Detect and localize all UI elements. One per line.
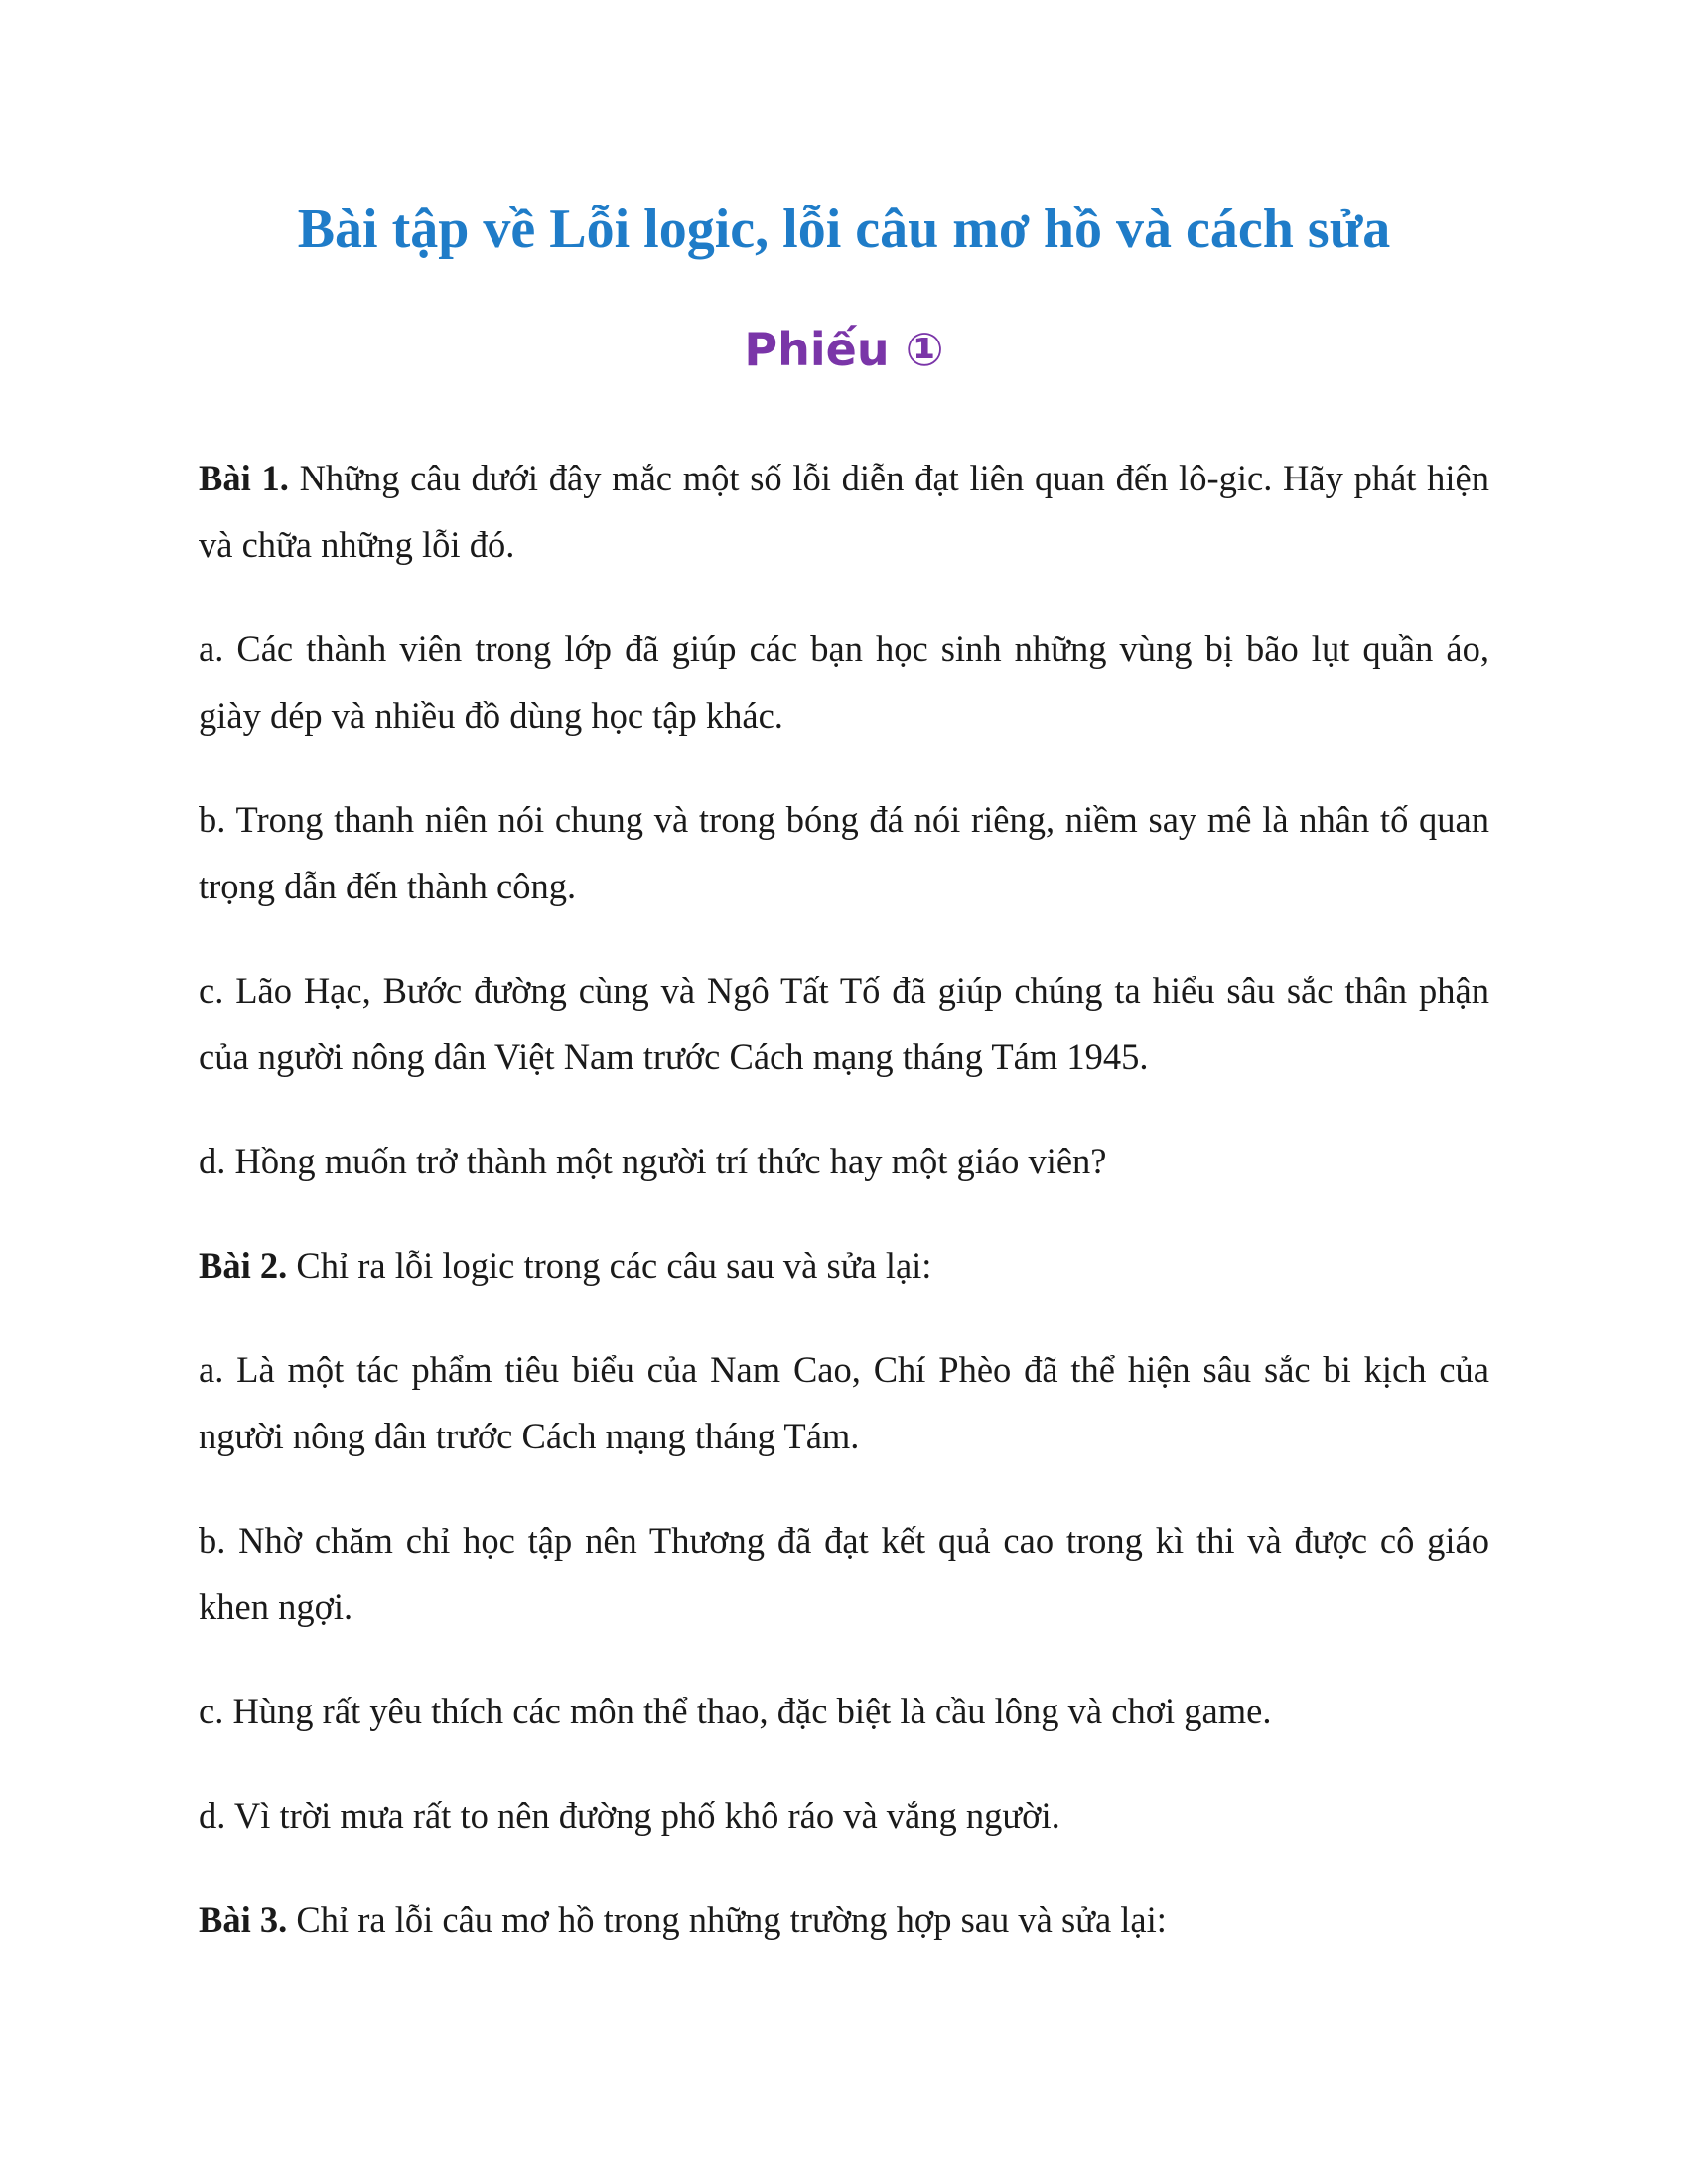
exercise-3-text: Chỉ ra lỗi câu mơ hồ trong những trường hợp sau và sửa lại: xyxy=(287,1899,1167,1940)
exercise-2-item-a: a. Là một tác phẩm tiêu biểu của Nam Cao, Chí Phèo đã thể hiện sâu sắc bi kịch của người nông dân trước Cách mạng tháng Tám. xyxy=(199,1349,1489,1456)
exercise-2-prompt xyxy=(199,1232,1489,1298)
exercise-1-item-d: d. Hồng muốn trở thành một người trí thức hay một giáo viên? xyxy=(199,1141,1107,1181)
exercise-1-item-c: c. Lão Hạc, Bước đường cùng và Ngô Tất Tố đã giúp chúng ta hiểu sâu sắc thân phận của người nông dân Việt Nam trước Cách mạng tháng Tám 1945. xyxy=(199,970,1489,1077)
document-title: Bài tập về Lỗi logic, lỗi câu mơ hồ và cách sửa xyxy=(297,199,1391,260)
exercise-2-item-d: d. Vì trời mưa rất to nên đường phố khô ráo và vắng người. xyxy=(199,1795,1060,1836)
exercise-2-item-c: c. Hùng rất yêu thích các môn thể thao, đặc biệt là cầu lông và chơi game. xyxy=(199,1691,1272,1731)
exercise-2-item-b: b. Nhờ chăm chỉ học tập nên Thương đã đạt kết quả cao trong kì thi và được cô giáo khen ngợi. xyxy=(199,1520,1489,1627)
exercise-2-label: Bài 2. xyxy=(199,1245,288,1286)
exercise-1-item-a: a. Các thành viên trong lớp đã giúp các bạn học sinh những vùng bị bão lụt quần áo, giày dép và nhiều đồ dùng học tập khác. xyxy=(199,628,1489,736)
exercise-2-text: Chỉ ra lỗi logic trong các câu sau và sửa lại: xyxy=(287,1245,932,1286)
exercise-1-label: Bài 1. xyxy=(199,458,289,498)
document-body xyxy=(199,445,1489,1990)
exercise-1-prompt xyxy=(199,445,1489,578)
exercise-3-prompt xyxy=(199,1886,1489,1953)
worksheet-label: Phiếu ① xyxy=(744,323,944,376)
exercise-1-text: Những câu dưới đây mắc một số lỗi diễn đạt liên quan đến lô-gic. Hãy phát hiện và chữa những lỗi đó. xyxy=(199,458,1489,565)
exercise-1-item-b: b. Trong thanh niên nói chung và trong bóng đá nói riêng, niềm say mê là nhân tố quan trọng dẫn đến thành công. xyxy=(199,799,1489,906)
exercise-3-label: Bài 3. xyxy=(199,1899,288,1940)
